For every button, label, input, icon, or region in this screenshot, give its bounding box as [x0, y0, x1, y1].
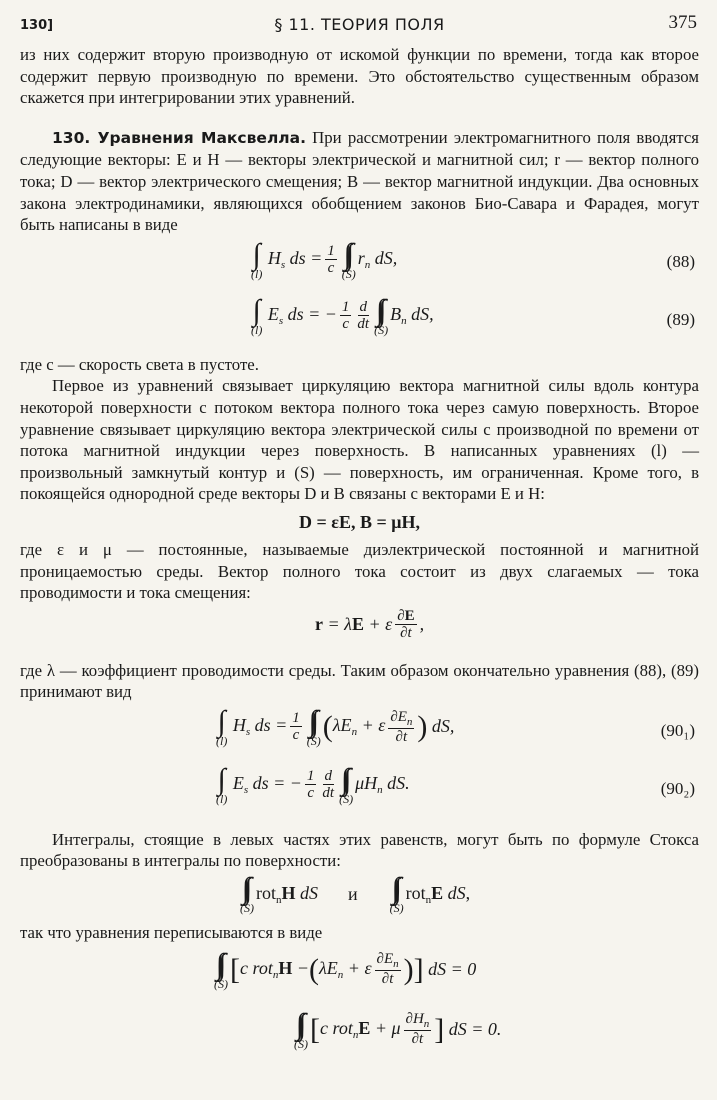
- equation-88: ∫ (l) $H_s$ ds = $\frac{1}{c}$ ∫∫ (S) $r_n$ dS, (88): [251, 237, 695, 281]
- equation-90-1-number: (90₁): [660, 720, 695, 740]
- paragraph-intro: из них содержит вторую производную от искомой функции по времени, тогда как второе содержит первую производную по времени. Это обстоятельство существенным образом скажется при интегрировании этих уравнений.: [20, 45, 699, 108]
- equation-surface-integrals: ∫∫ (S) rot$_n$H dS и ∫∫ (S) rot$_n$E dS,: [240, 872, 471, 916]
- equation-material: D = εE, B = μH,: [299, 511, 420, 532]
- page-number: 375: [668, 12, 697, 33]
- equation-89-number: (89): [666, 309, 695, 329]
- equation-current: r = λE + ε $\frac{\partial E}{\partial t}$ ,: [315, 607, 425, 642]
- equation-90-2: ∫ (l) $E_s$ ds = − $\frac{1}{c}$ $\frac{d}{dt}$ ∫∫ (S) $\mu H_n$ dS. (90₂): [216, 762, 695, 806]
- paragraph-maxwell: [20, 127, 699, 236]
- section-heading: 130. Уравнения Максвелла.: [52, 128, 306, 147]
- paragraph-maxwell-text: При рассмотрении электромагнитного поля вводятся следующие векторы: E и H — векторы электрической и магнитной сил; r — вектор полного тока; D — вектор электрического смещения; B — вектор магнитной индукции. Два основных закона электродинамики, являющихся обобщением законов Био-Савара и Фарадея, могут быть написаны в виде: [20, 127, 699, 235]
- section-marker: 130]: [20, 18, 54, 33]
- paragraph-conductivity: где λ — коэффициент проводимости среды. Таким образом окончательно уравнения (88), (89) принимают вид: [20, 660, 699, 702]
- connector-and: и: [348, 883, 358, 904]
- equation-88-number: (88): [666, 251, 695, 271]
- paragraph-rewrite: так что уравнения переписываются в виде: [20, 923, 323, 943]
- running-head: [20, 12, 699, 44]
- equation-90-1: ∫ (l) $H_s$ ds = $\frac{1}{c}$ ∫∫ (S) ( $\lambda E_n + \varepsilon$ $\frac{\partial E_n}{\partial t}$ ) dS, (90₁): [216, 704, 695, 748]
- equation-89: ∫ (l) $E_s$ ds = − $\frac{1}{c}$ $\frac{d}{dt}$ ∫∫ (S) $B_n$ dS, (89): [251, 293, 695, 337]
- paragraph-stokes: Интегралы, стоящие в левых частях этих равенств, могут быть по формуле Стокса преобразованы в интегралы по поверхности:: [20, 829, 699, 871]
- running-title: § 11. ТЕОРИЯ ПОЛЯ: [274, 15, 445, 34]
- equation-final-1: ∫∫ (S) [ c rot$_n$H − ( $\lambda E_n + \varepsilon$ $\frac{\partial E_n}{\partial t}$ ) ] dS = 0: [214, 947, 477, 991]
- equation-90-2-number: (90₂): [660, 778, 695, 798]
- equation-final-2: ∫∫ (S) [ c rot$_n$E + μ $\frac{\partial H_n}{\partial t}$ ] dS = 0.: [294, 1007, 502, 1051]
- paragraph-explanation: Первое из уравнений связывает циркуляцию вектора магнитной силы вдоль контура некоторой поверхности с потоком вектора полного тока через самую поверхность. Второе уравнение связывает циркуляцию вектора электрической силы с производной по времени от потока магнитной индукции через поверхность. В написанных уравнениях (l) — произвольный замкнутый контур и (S) — поверхность, им ограниченная. Кроме того, в покоящейся однородной среде векторы D и B связаны с векторами E и H:: [20, 376, 699, 504]
- paragraph-permittivity: где ε и μ — постоянные, называемые диэлектрической постоянной и магнитной проницаемостью среды. Вектор полного тока состоит из двух слагаемых — тока проводимости и тока смещения:: [20, 539, 699, 603]
- paragraph-speed-of-light: где c — скорость света в пустоте.: [20, 354, 259, 374]
